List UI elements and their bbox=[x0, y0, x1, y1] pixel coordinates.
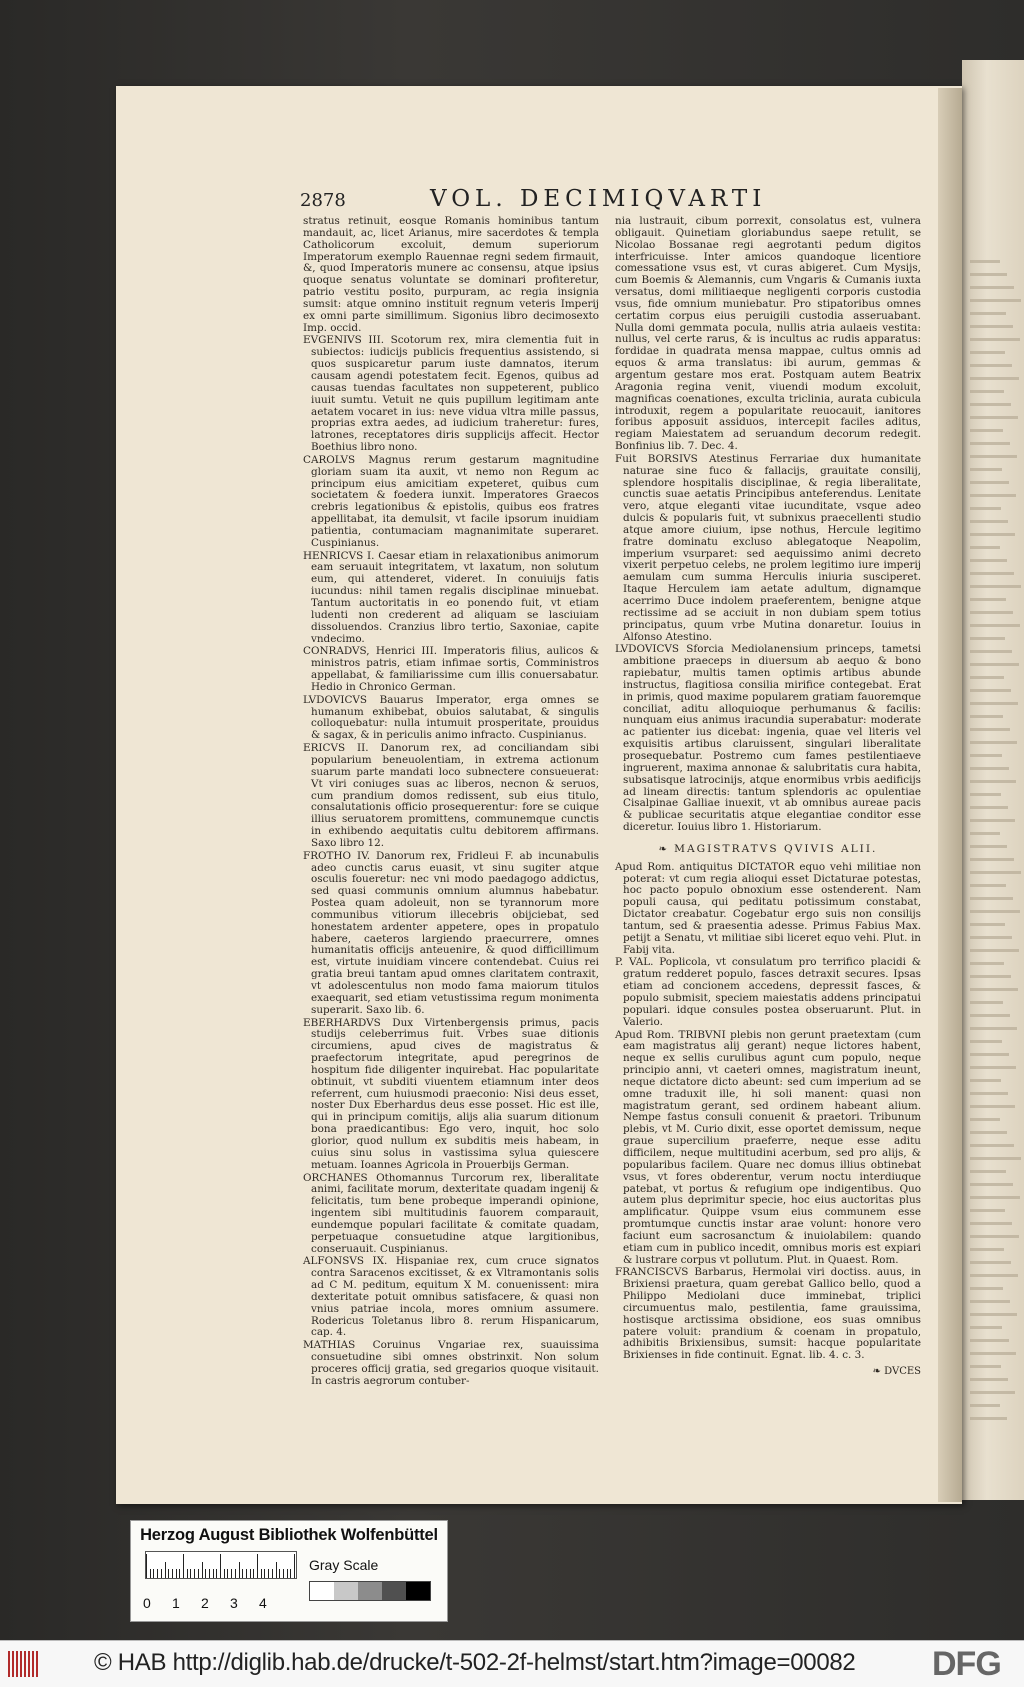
ruler-tick bbox=[157, 1569, 158, 1578]
bleed-through-line bbox=[970, 1391, 1015, 1394]
bleed-through-line bbox=[970, 962, 1004, 965]
ruler-tick bbox=[283, 1569, 284, 1578]
bleed-through-line bbox=[970, 1027, 1017, 1030]
bleed-through-line bbox=[970, 1235, 1019, 1238]
ruler-tick bbox=[279, 1569, 280, 1578]
bleed-through-line bbox=[970, 520, 1008, 523]
ruler-tick bbox=[276, 1562, 277, 1578]
bleed-through-line bbox=[970, 1313, 1017, 1316]
bleed-through-line bbox=[970, 1196, 1020, 1199]
paragraph: stratus retinuit, eosque Romanis hominibus tantum mandauit, ac, licet Arianus, mire sacerdotes & templa Catholicorum excoluit, demum superiorum Imperatorum exemplo Rauennae regni sedem firmauit, &, quod Imperatoris munere ac consensu, atque ipsius quoque senatus voluntate se dominari profiteretur, patrio vestitu posito, purpuram, ac regia insignia sumsit: atque omnino instituit regnum veteris Imperij ex omni parte simillimum. Sigonius libro decimosexto Imp. occid. bbox=[303, 215, 599, 334]
bleed-through-line bbox=[970, 1001, 1003, 1004]
bleed-through-line bbox=[970, 585, 1021, 588]
ruler-tick bbox=[287, 1569, 288, 1578]
bleed-through-line bbox=[970, 1040, 1002, 1043]
ruler-number: 3 bbox=[230, 1595, 238, 1611]
ruler-tick bbox=[264, 1569, 265, 1578]
ruler-tick bbox=[194, 1569, 195, 1578]
ruler-scale bbox=[145, 1551, 297, 1579]
bleed-through-line bbox=[970, 780, 1016, 783]
gray-scale-strip bbox=[309, 1581, 431, 1601]
bleed-through-line bbox=[970, 650, 1012, 653]
bleed-through-line bbox=[970, 689, 1011, 692]
running-head: VOL. DECIMIQVARTI bbox=[430, 186, 767, 212]
ruler-tick bbox=[216, 1569, 217, 1578]
paragraph: MATHIAS Coruinus Vngariae rex, suauissima consuetudine sibi omnes obstrinxit. Non solum proceres officij gratia, sed gregarios quoque visitauit. In castris aegrorum contuber- bbox=[303, 1339, 599, 1387]
bleed-through-line bbox=[970, 923, 1005, 926]
bleed-through-line bbox=[970, 1209, 1005, 1212]
ruler-number: 4 bbox=[259, 1595, 267, 1611]
paragraph: CAROLVS Magnus rerum gestarum magnitudine gloriam suam ita auxit, vt nemo non Regum ac principum eius amicitiam expeteret, quibus cum societatem & foedera iunxit. Imperatores Graecos crebris legationibus & epistolis, quibus eos fratres appellitabat, ita demulsit, vt facile ipsorum inuidiam patientia, contumaciam magnanimitate superaret. Cuspinianus. bbox=[303, 453, 599, 549]
bleed-through-line bbox=[970, 1378, 1008, 1381]
paragraph: ERICVS II. Danorum rex, ad conciliandam sibi popularium beneuolentiam, in extrema actionum suarum parte mandati loco subnectere consueuerat: Vt viri coniuges suas ac liberos, necnon & seruos, cum prandium domos redissent, sub eius titulo, consalutationis officio prosequerentur: fore se cuique illius seruatorem promittens, communemque cunctis in exhibendo aequitatis cultu debitorem affirmans. Saxo libro 12. bbox=[303, 742, 599, 849]
bleed-through-line bbox=[970, 611, 1013, 614]
bleed-through-line bbox=[970, 390, 1004, 393]
ruler-tick bbox=[202, 1562, 203, 1578]
text-column-left bbox=[303, 216, 599, 1389]
paragraph: Apud Rom. TRIBVNI plebis non gerunt praetextam (cum eam magistratus alij gerant) neque lictores habent, neque ex sellis curulibus agunt cum populo, neque principio anni, vt caeteri omnes, magistratum ineunt, neque dictatore dicto abeunt: sed cum imperium ad se omne traduxit ille, hi soli manent: quasi non magistratum gerant, sed ordinem habeant alium. Nempe fastus consuli conuenit & praetori. Tribunum plebis, vt M. Curio dixit, esse oportet demissum, neque graue supercilium praeferre, neque esse aditu difficilem, neque multitudini acerbum, sed pro alijs, & popularibus facilem. Quare nec domus illius obtinebat vsus, vt fores obderentur, verum noctu interdiuque patebat, vt portus & refugium ope indigentibus. Quo autem plus deprimitur specie, hoc eius auctoritas plus amplificatur. Quippe vsum eius communem esse promtumque cunctis instar arae volunt: honore vero faciunt eum sacrosanctum & inuiolabilem: quando etiam cum in publico incedit, omnibus moris est expiari & lustrare corpus vt pollutum. Plut. in Quaest. Rom. bbox=[615, 1028, 921, 1266]
ruler-tick bbox=[153, 1569, 154, 1578]
bleed-through-line bbox=[970, 364, 1012, 367]
paragraph: Apud Rom. antiquitus DICTATOR equo vehi militiae non poterat: vt cum regia alioqui esset Dictaturae potestas, hoc pacto populo obnoxium esse ostenderent. Nam populi causa, qui peditatu potissimum constabat, Dictator creabatur. Cogebatur ergo suis non consilijs tantum, sed & praesentia adesse. Primus Fabius Max. petijt a Senatu, vt militiae sibi liceret equo vehi. Plut. in Fabij vita. bbox=[615, 860, 921, 956]
bleed-through-line bbox=[970, 1014, 1010, 1017]
bleed-through-line bbox=[970, 312, 1006, 315]
ruler-tick bbox=[179, 1569, 180, 1578]
gray-scale-label: Gray Scale bbox=[309, 1557, 379, 1573]
bleed-through-line bbox=[970, 1092, 1008, 1095]
bleed-through-line bbox=[970, 715, 1003, 718]
dfg-logo: DFG bbox=[932, 1645, 1001, 1683]
ruler-tick bbox=[172, 1569, 173, 1578]
bleed-through-line bbox=[970, 1274, 1018, 1277]
bleed-through-line bbox=[970, 910, 1020, 913]
bleed-through-line bbox=[970, 455, 1017, 458]
bleed-through-line bbox=[970, 936, 1012, 939]
bleed-through-line bbox=[970, 1170, 1006, 1173]
bleed-through-line bbox=[970, 741, 1017, 744]
page-gutter bbox=[938, 88, 962, 1502]
bleed-through-line bbox=[970, 299, 1021, 302]
library-name: Herzog August Bibliothek Wolfenbüttel bbox=[140, 1526, 438, 1544]
color-reference-card bbox=[130, 1520, 448, 1622]
bleed-through-line bbox=[970, 273, 1007, 276]
bleed-through-line bbox=[970, 338, 1020, 341]
fleuron-icon: ❧ bbox=[658, 843, 675, 855]
bleed-through-line bbox=[970, 832, 1000, 835]
bleed-through-line bbox=[970, 351, 1005, 354]
ruler-number: 1 bbox=[172, 1595, 180, 1611]
bleed-through-line bbox=[970, 572, 1014, 575]
bleed-through-line bbox=[970, 1417, 1007, 1420]
bleed-through-line bbox=[970, 377, 1019, 380]
hab-logo-icon bbox=[8, 1651, 42, 1677]
bleed-through-line bbox=[970, 1079, 1001, 1082]
bleed-through-line bbox=[970, 728, 1010, 731]
bleed-through-line bbox=[970, 1326, 1002, 1329]
text-column-right bbox=[615, 216, 921, 1378]
ruler-tick bbox=[150, 1569, 151, 1578]
bleed-through-line bbox=[970, 546, 1000, 549]
ruler-tick bbox=[213, 1569, 214, 1578]
bleed-through-line bbox=[970, 702, 1018, 705]
bleed-through-line bbox=[970, 598, 1006, 601]
bleed-through-line bbox=[970, 1118, 1000, 1121]
paragraph: ORCHANES Othomannus Turcorum rex, liberalitate animi, facilitate morum, dexteritate quadam ingenij & felicitatis, tum bene probeque imperandi opinione, ingentem sibi multitudinis fauorem comparauit, eundemque populari facilitate & comitate quadam, perpetuaque consuetudine atque largitionibus, conseruauit. Cuspinianus. bbox=[303, 1171, 599, 1255]
bleed-through-line bbox=[970, 1131, 1007, 1134]
ruler-tick bbox=[246, 1569, 247, 1578]
bleed-through-line bbox=[970, 481, 1009, 484]
bleed-through-line bbox=[970, 1339, 1009, 1342]
ruler-number: 0 bbox=[143, 1595, 151, 1611]
ruler-tick bbox=[250, 1569, 251, 1578]
bleed-through-line bbox=[970, 754, 1002, 757]
ruler-tick bbox=[253, 1569, 254, 1578]
ruler-tick bbox=[268, 1569, 269, 1578]
page-number: 2878 bbox=[300, 190, 346, 211]
bleed-through-line bbox=[970, 637, 1005, 640]
paragraph: EVGENIVS III. Scotorum rex, mira clementia fuit in subiectos: iudicijs publicis frequentius assistendo, si quos suspicaretur parum iuste damnatos, iterum causam agendi potestatem fecit. Egenos, quibus ad causas tuendas facultates non suppeterent, publico iuuit sumtu. Vetuit ne quis pupillum legitimam ante aetatem vocaret in ius: neve vidua vltra mille passus, proprias extra aedes, ad iudicium traheretur: fures, latrones, receptatores diris supplicijs affecit. Hector Boethius libro nono. bbox=[303, 334, 599, 454]
ruler-tick bbox=[205, 1569, 206, 1578]
bleed-through-line bbox=[970, 325, 1013, 328]
ruler-tick bbox=[224, 1569, 225, 1578]
ruler-tick bbox=[227, 1569, 228, 1578]
ruler-tick bbox=[239, 1562, 240, 1578]
bleed-through-line bbox=[970, 949, 1019, 952]
bleed-through-line bbox=[970, 416, 1018, 419]
bleed-through-line bbox=[970, 1300, 1010, 1303]
paragraph: FRANCISCVS Barbarus, Hermolai viri doctiss. auus, in Brixiensi praetura, quam gerebat Gallico bello, quod a Philippo Mediolani duce imminebat, triplici circumuentus malo, pestilentia, fame grauissima, hostisque arctissima obsidione, eos suas omnibus patere voluit: prandium & coenam in propatulo, adhibitis Brixiensibus, sumsit: hacque popularitate Brixienses in fide continuit. Egnat. lib. 4. c. 3. bbox=[615, 1266, 921, 1362]
bleed-through-line bbox=[970, 884, 1006, 887]
bleed-through-line bbox=[970, 429, 1003, 432]
bleed-through-line bbox=[970, 1287, 1003, 1290]
bleed-through-line bbox=[970, 1404, 1000, 1407]
paragraph: FROTHO IV. Danorum rex, Fridleui F. ab incunabulis adeo cunctis carus euasit, vt sinu sugiter atque osculis foueretur: nec vni modo paedagogo addictus, sed quasi communis omnium alumnus habebatur. Postea quam adoleuit, non se tyrannorum more communibus vitiorum illecebris obijciebat, sed honestatem ardenter appetere, opes in propatulo habere, caeteros largiendo praecurrere, omnes humanitatis officijs anteuenire, & quod difficillimum est, virtute inuidiam vincere contendebat. Cuius rei gratia breui tantam apud omnes claritatem contraxit, vt adolescentulus non modo fama maiorum titulos exaequarit, sed etiam vetustissima regum monimenta superarit. Saxo lib. 6. bbox=[303, 849, 599, 1016]
ruler-number: 2 bbox=[201, 1595, 209, 1611]
bleed-through-line bbox=[970, 1222, 1012, 1225]
bleed-through-line bbox=[970, 793, 1001, 796]
paragraph: ALFONSVS IX. Hispaniae rex, cum cruce signatos contra Saracenos excitisset, & ex Vltramontanis solis ad C M. peditum, equitum X M. conuenissent: mira dexteritate potuit omnibus satisfacere, & quasi non vnius patriae incola, mores omnium assumere. Rodericus Toletanus libro 8. rerum Hispanicarum, cap. 4. bbox=[303, 1255, 599, 1339]
paragraph: P. VAL. Poplicola, vt consulatum pro terrifico placidi & gratum redderet populo, fasces detraxit secures. Ipsas etiam ad concionem accedens, depressit fasces, & populo submisit, speciem maiestatis addens principatui populari. idque consules postea obseruarunt. Plut. in Valerio. bbox=[615, 956, 921, 1028]
ruler-numbers bbox=[143, 1595, 288, 1611]
bleed-through-line bbox=[970, 1053, 1009, 1056]
bleed-through-line bbox=[970, 1352, 1016, 1355]
bleed-through-line bbox=[970, 468, 1002, 471]
ruler-tick bbox=[220, 1554, 221, 1578]
bleed-through-line bbox=[970, 260, 1000, 263]
paragraph: CONRADVS, Henrici III. Imperatoris filius, aulicos & ministros patris, etiam infimae sortis, Comministros appellabat, & familiarissime cum illis conuersabatur. Hedio in Chronico German. bbox=[303, 645, 599, 693]
ruler-tick bbox=[242, 1569, 243, 1578]
bleed-through-line bbox=[970, 767, 1009, 770]
ruler-tick bbox=[209, 1569, 210, 1578]
ruler-tick bbox=[257, 1554, 258, 1578]
bleed-through-line bbox=[970, 1248, 1004, 1251]
viewer-footer bbox=[0, 1640, 1024, 1687]
bleed-through-line bbox=[970, 871, 1021, 874]
bleed-through-line bbox=[970, 1365, 1001, 1368]
bleed-through-line bbox=[970, 663, 1019, 666]
source-url[interactable]: © HAB http://diglib.hab.de/drucke/t-502-2f-helmst/start.htm?image=00082 bbox=[94, 1649, 856, 1676]
bleed-through-line bbox=[970, 975, 1011, 978]
bleed-through-line bbox=[970, 819, 1015, 822]
paragraph: nia lustrauit, cibum porrexit, consolatus est, vulnera obligauit. Quinetiam gloriabundus saepe retulit, se Nicolao Bossanae regi aegrotanti pedum digitos interfricuisse. Inter amicos quandoque licentiore comessatione vsus est, vt curas abigeret. Cum Mysijs, cum Boemis & Alemannis, cum Vngaris & Cumanis iuxta versatus, domi militiaeque negligenti corporis custodia vsus, fide omnium muniebatur. Pro stipatoribus omnes certatim corpus eius peruigili custodia asseruabant. Nulla domi gemmata pocula, nullis atria aulaeis vestita: nullus, vel certe rarus, & is incultus ac rudis apparatus: fordidae in quadrata mensa mappae, cultus omnis ad equos & arma translatus: ibi aurum, gemmas & argentum gestare mos erat. Postquam autem Beatrix Aragonia regina venit, viuendi modum excoluit, magnificas coenationes, exculta triclinia, aurata cubicula introduxit, regem a popularitate reuocauit, ianitores foribus apposuit assiduos, intercepit faciles aditus, regiam Maiestatem ad seruandum decorum redegit. Bonfinius lib. 7. Dec. 4. bbox=[615, 215, 921, 453]
ruler-tick bbox=[176, 1569, 177, 1578]
ruler-tick bbox=[231, 1569, 232, 1578]
bleed-through-line bbox=[970, 988, 1018, 991]
bleed-through-line bbox=[970, 624, 1020, 627]
paragraph: EBERHARDVS Dux Virtenbergensis primus, pacis studijs celeberrimus fuit. Vrbes suae ditionis circumiens, apud cives de magistratus & praefectorum integritate, apud peregrinos de hospitum fide diligenter inquirebat. Hac popularitate obtinuit, vt subditi viuentem etiamnum inter deos referrent, cum huiusmodi praeconio: Nisi deus esset, noster Dux Eberhardus deus esse posset. Hic est ille, qui in principum comitijs, alijs alia suarum ditionum bona praedicantibus: Ego vero, inquit, hoc solo glorior, quod nullum ex subditis meis habeam, in cuius sinu solus in vastissima sylua quiescere metuam. Ioannes Agricola in Prouerbijs German. bbox=[303, 1016, 599, 1171]
fleuron-icon: ❧ bbox=[872, 1366, 885, 1378]
bleed-through-line bbox=[970, 559, 1007, 562]
section-heading: ❧ MAGISTRATVS QVIVIS ALII. bbox=[658, 842, 878, 855]
catchword: ❧ DVCES bbox=[872, 1366, 921, 1378]
bleed-through-line bbox=[970, 286, 1014, 289]
paragraph: Fuit BORSIVS Atestinus Ferrariae dux humanitate naturae sine fuco & fallacijs, grauitate consilij, splendore hospitalis disciplinae, & regia liberalitate, cunctis suae aetatis Principibus anteferendus. Lenitate vero, atque eleganti vitae iucunditate, vsque adeo dulcis & popularis fuit, vt subnixus praecellenti studio atque amore ciuium, ipse nothus, Hercule legitimo fratre dominatu excluso ablegatoque Neapolim, imperium vsurparet: sed aequissimo animi decreto vixerit perpetuo celebs, ne prolem legitimo iure imperij aemulam cum summa Herculis iniuria susciperet. Itaque Herculem iam aetate adultum, dignamque acerrimo Duce indolem praeferentem, benigne atque rectissime ad se acciuit in non dubiam spem totius principatus, quum vrbe Mutina donaretur. Iouius in Alfonso Atestino. bbox=[615, 452, 921, 643]
paragraph: HENRICVS I. Caesar etiam in relaxationibus animorum eam seruauit integritatem, vt laxatum, non solutum eum, qui attenderet, videret. In conuiuijs fatis iucundus: nihil tamen regalis disciplinae minuebat. Tantum auctoritatis in eo ponendo fuit, vt etiam ludenti non crederent ad aliquam se lasciuiam dissoluendos. Cranzius libro tertio, Saxoniae, capite vndecimo. bbox=[303, 549, 599, 645]
bleed-through-line bbox=[970, 676, 1004, 679]
ruler-tick bbox=[146, 1554, 147, 1578]
bleed-through-line bbox=[970, 806, 1008, 809]
ruler-tick bbox=[261, 1569, 262, 1578]
ruler-tick bbox=[190, 1569, 191, 1578]
ruler-tick bbox=[187, 1569, 188, 1578]
bleed-through-line bbox=[970, 1157, 1021, 1160]
bleed-through-line bbox=[970, 442, 1010, 445]
bleed-through-line bbox=[970, 507, 1001, 510]
paragraph: LVDOVICVS Sforcia Mediolanensium princeps, tametsi ambitione praeceps in diuersum ab aequo & bono rapiebatur, multis tamen optimis artibus abunde instructus, flagitiosa consilia mirifice contegebat. Erat in primis, quod maxime popularem gratiam fauoremque conciliat, aditu alloquioque perhumanus & facilis: nunquam eius animus iracundia superabatur: moderate ac patienter ius dicebat: ingenia, quae vel literis vel exquisitis artibus claruissent, singulari liberalitate prosequebatur. Postremo cum fames pestilentiaeve ingruerent, maxima annonae & salubritatis cura habita, subsatisque latrocinijs, atque enormibus vrbis aedificijs ad lineam directis: tantum splendoris ac opulentiae Cisalpinae Galliae inuexit, vt ab omnibus aureae pacis & publicae securitatis atque elegantiae conditor esse diceretur. Iouius libro 1. Historiarum. bbox=[615, 643, 921, 834]
bleed-through-line bbox=[970, 845, 1007, 848]
ruler-tick bbox=[165, 1562, 166, 1578]
ruler-tick bbox=[198, 1569, 199, 1578]
bleed-through-line bbox=[970, 1183, 1013, 1186]
adjacent-page-edge bbox=[962, 60, 1024, 1500]
ruler-tick bbox=[290, 1569, 291, 1578]
bleed-through-line bbox=[970, 1066, 1016, 1069]
bleed-through-line bbox=[970, 1144, 1014, 1147]
bleed-through-line bbox=[970, 858, 1014, 861]
bleed-through-line bbox=[970, 1261, 1011, 1264]
ruler-tick bbox=[272, 1569, 273, 1578]
ruler-tick bbox=[161, 1569, 162, 1578]
bleed-through-line bbox=[970, 494, 1016, 497]
bleed-through-line bbox=[970, 403, 1011, 406]
ruler-tick bbox=[294, 1554, 295, 1578]
paragraph: LVDOVICVS Bauarus Imperator, erga omnes se humanum exhibebat, obuios salutabat, & singulis colloquebatur: nulla intumuit prosperitate, prouidus & sagax, & in periculis animo infracto. Cuspinianus. bbox=[303, 693, 599, 742]
page-header bbox=[300, 186, 900, 214]
bleed-through-line bbox=[970, 533, 1015, 536]
bleed-through-line bbox=[970, 897, 1013, 900]
ruler-tick bbox=[235, 1569, 236, 1578]
ruler-tick bbox=[183, 1554, 184, 1578]
ruler-tick bbox=[168, 1569, 169, 1578]
bleed-through-line bbox=[970, 1105, 1015, 1108]
